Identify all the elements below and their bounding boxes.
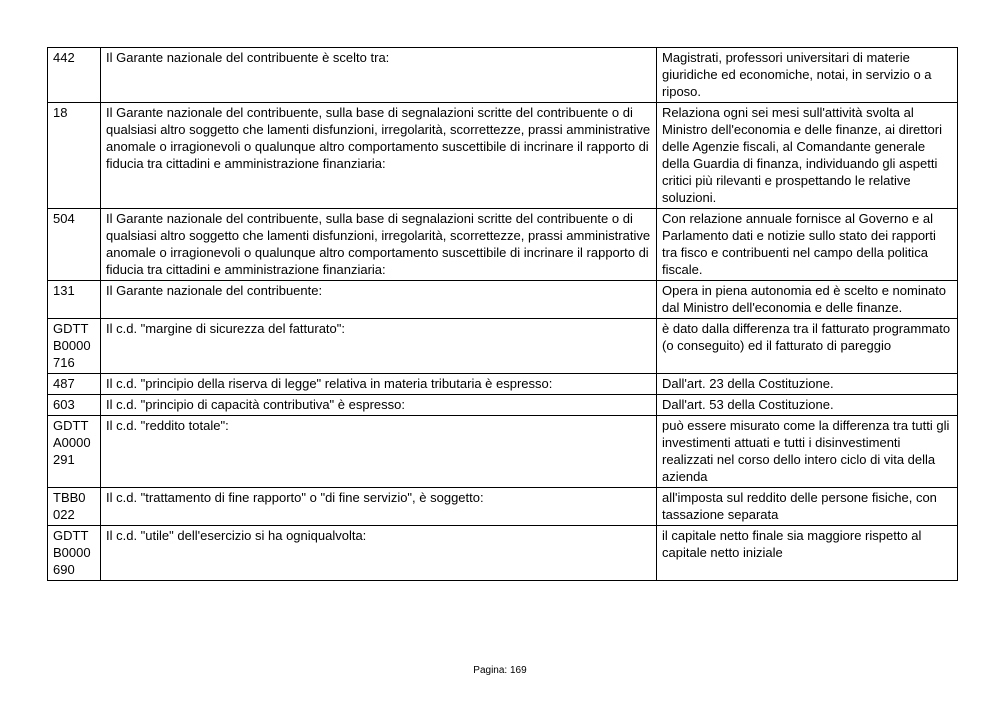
answer-text-cell: può essere misurato come la differenza tra tutti gli investimenti attuati e tutti i disinvestimenti realizzati nel corso dello intero ciclo di vita della azienda (657, 416, 958, 488)
question-table (47, 47, 958, 581)
table-row (48, 319, 958, 374)
table-row (48, 374, 958, 395)
question-id-cell: 442 (48, 48, 101, 103)
question-text-cell: Il Garante nazionale del contribuente è scelto tra: (101, 48, 657, 103)
question-text-cell: Il c.d. "reddito totale": (101, 416, 657, 488)
question-text-cell: Il Garante nazionale del contribuente, sulla base di segnalazioni scritte del contribuente o di qualsiasi altro soggetto che lamenti disfunzioni, irregolarità, scorrettezze, prassi amministrative anomale o irragionevoli o qualunque altro comportamento suscettibile di incrinare il rapporto di fiducia tra cittadini e amministrazione finanziaria: (101, 209, 657, 281)
question-id-cell: GDTT B0000 690 (48, 526, 101, 581)
table-row (48, 209, 958, 281)
table-row (48, 281, 958, 319)
table-row (48, 416, 958, 488)
page-number: Pagina: 169 (473, 665, 527, 676)
question-text-cell: Il Garante nazionale del contribuente: (101, 281, 657, 319)
question-id-cell: 131 (48, 281, 101, 319)
question-id-cell: 18 (48, 103, 101, 209)
question-text-cell: Il c.d. "principio della riserva di legge" relativa in materia tributaria è espresso: (101, 374, 657, 395)
table-row (48, 526, 958, 581)
answer-text-cell: è dato dalla differenza tra il fatturato programmato (o conseguito) ed il fatturato di pareggio (657, 319, 958, 374)
question-id-cell: TBB0 022 (48, 488, 101, 526)
question-text-cell: Il c.d. "trattamento di fine rapporto" o "di fine servizio", è soggetto: (101, 488, 657, 526)
table-row (48, 103, 958, 209)
table-row (48, 395, 958, 416)
answer-text-cell: Dall'art. 53 della Costituzione. (657, 395, 958, 416)
question-id-cell: GDTT A0000 291 (48, 416, 101, 488)
question-text-cell: Il c.d. "margine di sicurezza del fatturato": (101, 319, 657, 374)
question-text-cell: Il c.d. "utile" dell'esercizio si ha ogniqualvolta: (101, 526, 657, 581)
question-id-cell: 603 (48, 395, 101, 416)
question-id-cell: 487 (48, 374, 101, 395)
answer-text-cell: Opera in piena autonomia ed è scelto e nominato dal Ministro dell'economia e delle finanze. (657, 281, 958, 319)
answer-text-cell: Con relazione annuale fornisce al Governo e al Parlamento dati e notizie sullo stato dei rapporti tra fisco e contribuenti nel campo della politica fiscale. (657, 209, 958, 281)
table-row (48, 48, 958, 103)
question-text-cell: Il Garante nazionale del contribuente, sulla base di segnalazioni scritte del contribuente o di qualsiasi altro soggetto che lamenti disfunzioni, irregolarità, scorrettezze, prassi amministrative anomale o irragionevoli o qualunque altro comportamento suscettibile di incrinare il rapporto di fiducia tra cittadini e amministrazione finanziaria: (101, 103, 657, 209)
answer-text-cell: Magistrati, professori universitari di materie giuridiche ed economiche, notai, in servizio o a riposo. (657, 48, 958, 103)
table-row (48, 488, 958, 526)
question-id-cell: GDTT B0000 716 (48, 319, 101, 374)
answer-text-cell: Relaziona ogni sei mesi sull'attività svolta al Ministro dell'economia e delle finanze, ai direttori delle Agenzie fiscali, al Comandante generale della Guardia di finanza, individuando gli aspetti critici più rilevanti e prospettando le relative soluzioni. (657, 103, 958, 209)
answer-text-cell: il capitale netto finale sia maggiore rispetto al capitale netto iniziale (657, 526, 958, 581)
answer-text-cell: all'imposta sul reddito delle persone fisiche, con tassazione separata (657, 488, 958, 526)
answer-text-cell: Dall'art. 23 della Costituzione. (657, 374, 958, 395)
question-text-cell: Il c.d. "principio di capacità contributiva" è espresso: (101, 395, 657, 416)
question-id-cell: 504 (48, 209, 101, 281)
